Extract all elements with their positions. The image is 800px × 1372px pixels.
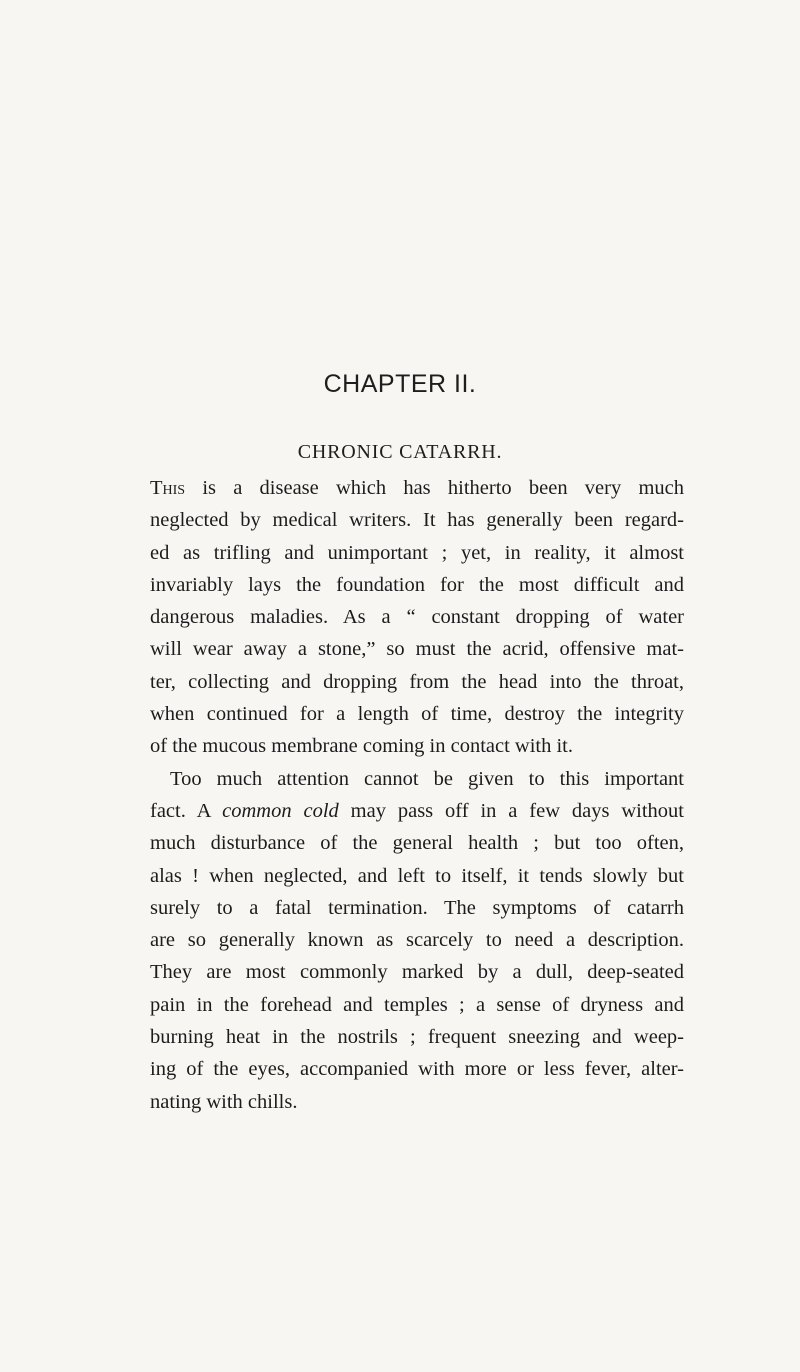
text-line: of the mucous membrane coming in contact with it. bbox=[150, 735, 573, 758]
text-line: when continued for a length of time, destroy the integrity bbox=[150, 703, 684, 726]
text-line: This is a disease which has hitherto been very much bbox=[150, 477, 684, 499]
body-text bbox=[150, 472, 684, 1118]
text-line: surely to a fatal termination. The symptoms of catarrh bbox=[150, 896, 684, 919]
text-line: nating with chills. bbox=[150, 1090, 298, 1113]
text-line: dangerous maladies. As a “ constant dropping of water bbox=[150, 606, 684, 629]
text-line: Too much attention cannot be given to this important bbox=[170, 767, 684, 790]
text-line: ter, collecting and dropping from the head into the throat, bbox=[150, 670, 684, 693]
text-line: fact. A common cold may pass off in a few days without bbox=[150, 799, 684, 822]
text-line: invariably lays the foundation for the most difficult and bbox=[150, 573, 684, 596]
text-line: will wear away a stone,” so must the acrid, offensive mat- bbox=[150, 638, 684, 661]
chapter-title: CHRONIC CATARRH. bbox=[297, 441, 503, 463]
text-line: are so generally known as scarcely to need a description. bbox=[150, 929, 684, 952]
text-line: alas ! when neglected, and left to itself, it tends slowly but bbox=[150, 864, 684, 887]
emphasis: common cold bbox=[222, 799, 339, 822]
lead-word: This bbox=[150, 477, 186, 499]
text-line: pain in the forehead and temples ; a sense of dryness and bbox=[150, 993, 684, 1016]
text-line: burning heat in the nostrils ; frequent sneezing and weep- bbox=[150, 1026, 684, 1049]
text-line: ing of the eyes, accompanied with more or less fever, alter- bbox=[150, 1058, 684, 1081]
text-line: much disturbance of the general health ; but too often, bbox=[150, 832, 684, 855]
text-line: They are most commonly marked by a dull, deep-seated bbox=[150, 961, 684, 984]
text-line: ed as trifling and unimportant ; yet, in reality, it almost bbox=[150, 541, 684, 564]
chapter-heading: CHAPTER II. bbox=[323, 370, 477, 398]
text-line: neglected by medical writers. It has generally been regard- bbox=[150, 509, 684, 532]
